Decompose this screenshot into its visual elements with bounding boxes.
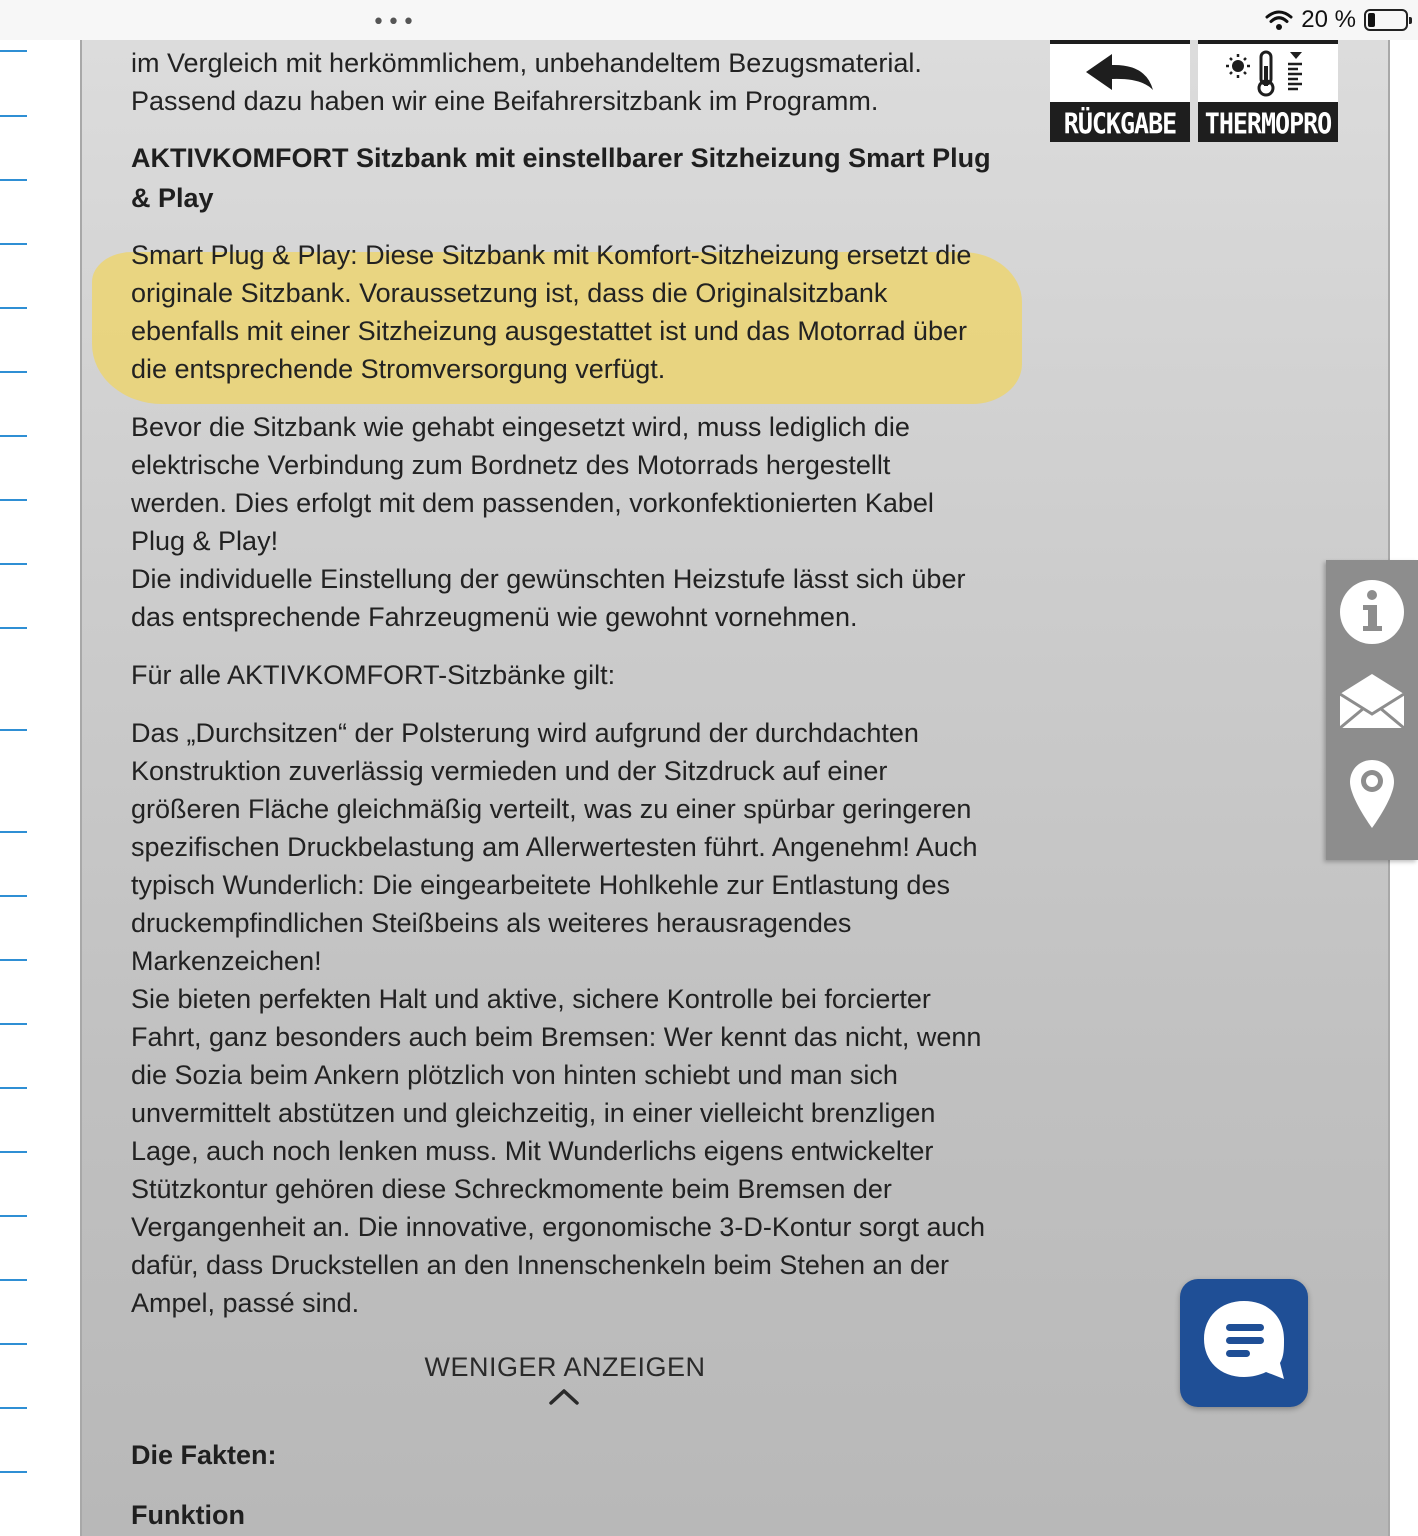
ruler-tick bbox=[0, 1215, 27, 1217]
left-margin bbox=[0, 40, 80, 1536]
ruler-tick bbox=[0, 1343, 27, 1345]
store-location-button[interactable] bbox=[1326, 758, 1418, 830]
mail-icon bbox=[1338, 672, 1406, 732]
info-button[interactable] bbox=[1326, 578, 1418, 646]
floating-contact-sidebar bbox=[1326, 560, 1418, 860]
function-heading: Funktion bbox=[131, 1500, 245, 1530]
ruler-tick bbox=[0, 895, 27, 897]
chat-icon bbox=[1180, 1279, 1308, 1407]
battery-level-fill bbox=[1368, 13, 1375, 27]
status-bar bbox=[0, 0, 1418, 40]
ruler-tick bbox=[0, 729, 27, 731]
ruler-tick bbox=[0, 179, 27, 181]
ruler-tick bbox=[0, 1151, 27, 1153]
chevron-up-icon[interactable] bbox=[549, 1386, 579, 1406]
ruler-tick bbox=[0, 563, 27, 565]
return-badge-label: RÜCKGABE bbox=[1063, 106, 1177, 141]
thermopro-badge-label: THERMOPRO bbox=[1204, 106, 1332, 141]
status-indicators bbox=[1265, 6, 1408, 34]
paragraph-padding: Das „Durchsitzen“ der Polsterung wird aufgrund der durchdachten Konstruktion zuverlässig vermieden und der Sitzdruck auf einer größeren Fläche gleichmäßig verteilt, was zu einer spürbar geringeren spezifischen Druckbelastung am Allerwertesten führt. Angenehm! Auch typisch Wunderlich: Die eingearbeitete Hohlkehle zur Entlastung des druckempfindlichen Steißbeins als weiteres herausragendes Markenzeichen! bbox=[131, 718, 978, 976]
ruler-tick bbox=[0, 435, 27, 437]
return-badge bbox=[1050, 40, 1190, 142]
paragraph-heating: Die individuelle Einstellung der gewünschten Heizstufe lässt sich über das entsprechende Fahrzeugmenü wie gewohnt vornehmen. bbox=[131, 564, 966, 632]
battery-icon bbox=[1364, 9, 1408, 31]
ruler-tick bbox=[0, 1279, 27, 1281]
intro-text-line: im Vergleich mit herkömmlichem, unbehandeltem Bezugsmaterial. bbox=[131, 48, 922, 78]
paragraph-grip: Sie bieten perfekten Halt und aktive, sichere Kontrolle bei forcierter Fahrt, ganz besonders auch beim Bremsen: Wer kennt das nicht, wenn die Sozia beim Ankern plötzlich von hinten schiebt und man sich unvermittelt abstützen und gleichzeitig, in einer vielleicht brenzligen Lage, auch noch lenken muss. Mit Wunderlichs eigens entwickelter Stützkontur gehören diese Schreckmomente beim Bremsen der Vergangenheit an. Die innovative, ergonomische 3-D-Kontur sorgt auch dafür, dass Druckstellen an den Innenschenkeln beim Stehen an der Ampel, passé sind. bbox=[131, 984, 986, 1318]
ruler-tick bbox=[0, 371, 27, 373]
paragraph-installation: Bevor die Sitzbank wie gehabt eingesetzt wird, muss lediglich die elektrische Verbindung zum Bordnetz des Motorrads hergestellt werden. Dies erfolgt mit dem passenden, vorkonfektionierten Kabel Plug & Play! bbox=[131, 412, 934, 556]
ruler-tick bbox=[0, 499, 27, 501]
info-icon bbox=[1338, 578, 1406, 646]
ruler-tick bbox=[0, 50, 27, 52]
ruler-tick bbox=[0, 1087, 27, 1089]
ruler-tick bbox=[0, 627, 27, 629]
highlighted-paragraph: Smart Plug & Play: Diese Sitzbank mit Komfort-Sitzheizung ersetzt die originale Sitzbank. Voraussetzung ist, dass die Originalsitzbank ebenfalls mit einer Sitzheizung ausgestattet ist und das Motorrad über die entsprechende Stromversorgung verfügt. bbox=[131, 240, 972, 384]
ruler-tick bbox=[0, 307, 27, 309]
wifi-icon bbox=[1265, 9, 1293, 31]
ruler-tick bbox=[0, 959, 27, 961]
ruler-tick bbox=[0, 1407, 27, 1409]
section-heading: AKTIVKOMFORT Sitzbank mit einstellbarer Sitzheizung Smart Plug & Play bbox=[131, 143, 991, 213]
thermopro-badge bbox=[1198, 40, 1338, 142]
return-arrow-icon bbox=[1050, 44, 1190, 102]
ruler-tick bbox=[0, 115, 27, 117]
location-pin-icon bbox=[1348, 758, 1396, 830]
ruler-tick bbox=[0, 1023, 27, 1025]
multitasking-dots[interactable]: ••• bbox=[372, 10, 417, 35]
article-body bbox=[131, 44, 991, 1322]
paragraph-all-seats: Für alle AKTIVKOMFORT-Sitzbänke gilt: bbox=[131, 660, 616, 690]
show-less-button[interactable]: WENIGER ANZEIGEN bbox=[424, 1352, 706, 1382]
intro-text-line: Passend dazu haben wir eine Beifahrersitzbank im Programm. bbox=[131, 86, 879, 116]
ruler-tick bbox=[0, 243, 27, 245]
thermometer-icon bbox=[1198, 44, 1338, 102]
facts-heading: Die Fakten: bbox=[131, 1440, 277, 1470]
ruler-tick bbox=[0, 1471, 27, 1473]
battery-percentage: 20 % bbox=[1301, 6, 1356, 33]
ruler-tick bbox=[0, 831, 27, 833]
contact-mail-button[interactable] bbox=[1326, 672, 1418, 732]
chat-button[interactable] bbox=[1180, 1279, 1308, 1407]
